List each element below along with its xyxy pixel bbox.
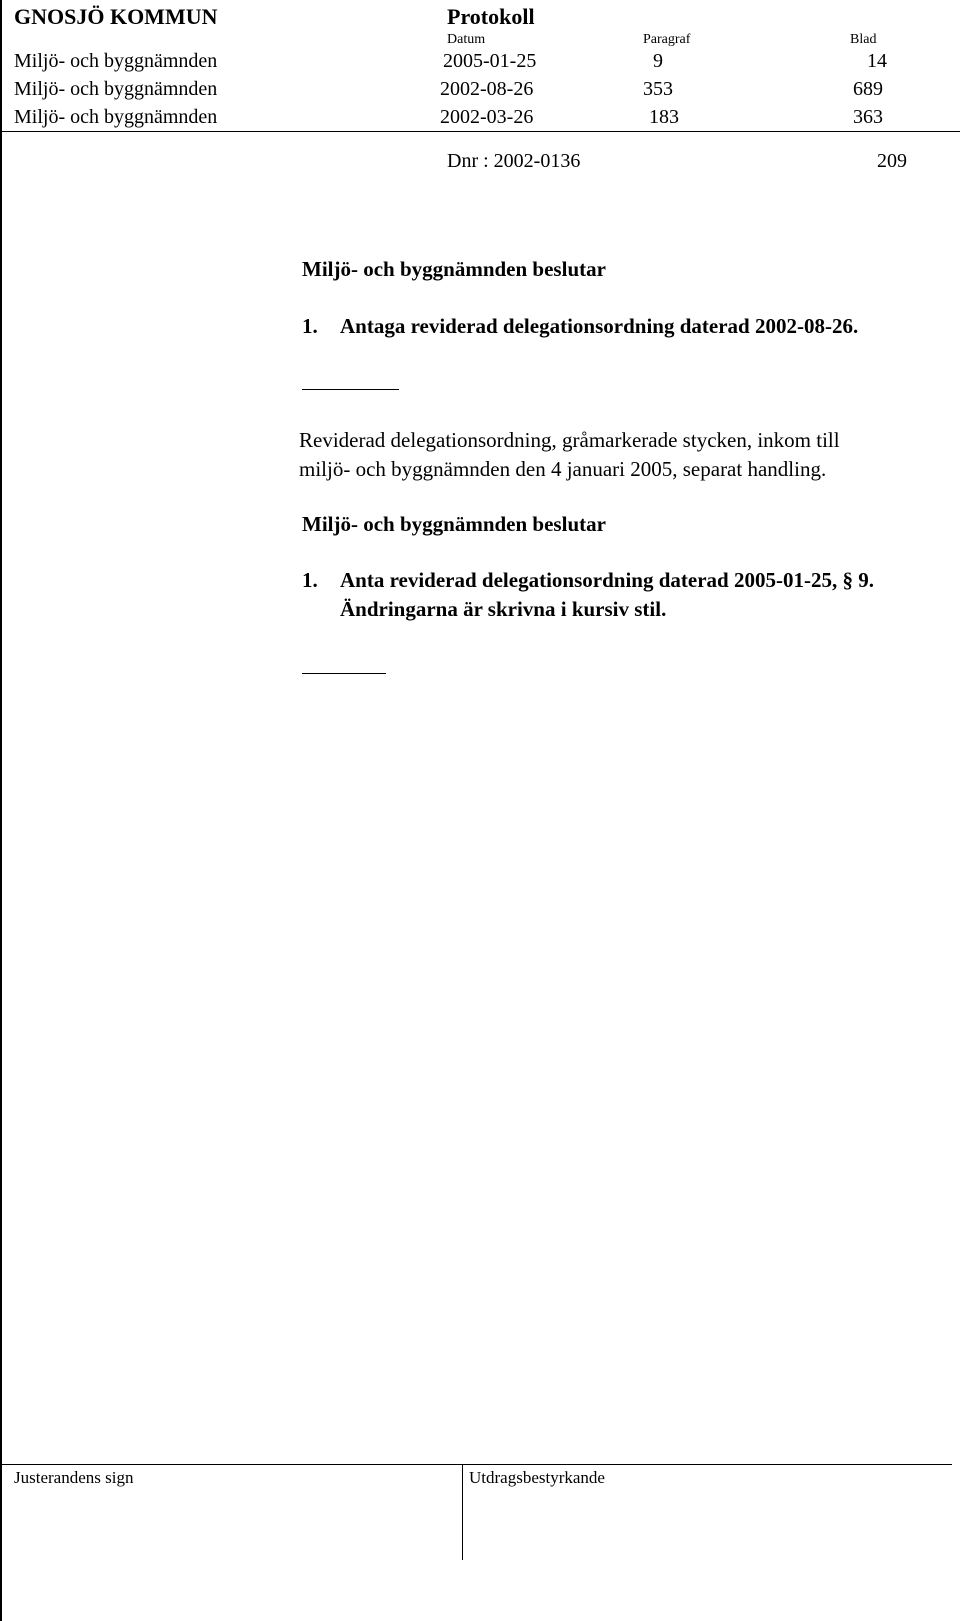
- row-body: Miljö- och byggnämnden: [14, 106, 218, 128]
- footer-signature-label: Justerandens sign: [14, 1468, 134, 1487]
- left-margin-rule: [0, 0, 2, 1621]
- footer-certification-label: Utdragsbestyrkande: [469, 1468, 605, 1487]
- row-page: 363: [853, 106, 883, 128]
- section1-heading: Miljö- och byggnämnden beslutar: [302, 257, 606, 281]
- row-body: Miljö- och byggnämnden: [14, 78, 218, 100]
- dnr-number: 209: [877, 150, 907, 172]
- section2-decision-number: 1.: [302, 568, 318, 592]
- section1-decision-number: 1.: [302, 314, 318, 338]
- document-type: Protokoll: [447, 4, 535, 29]
- section2-decision-line1: Anta reviderad delegationsordning daterad 2005-01-25, § 9.: [340, 568, 874, 592]
- row-body: Miljö- och byggnämnden: [14, 50, 218, 72]
- section2-intro-line1: Reviderad delegationsordning, gråmarkerade stycken, inkom till: [299, 428, 840, 452]
- footer-divider: [0, 1464, 952, 1465]
- organization-name: GNOSJÖ KOMMUN: [14, 4, 218, 29]
- section2-heading: Miljö- och byggnämnden beslutar: [302, 512, 606, 536]
- row-paragraph: 183: [649, 106, 679, 128]
- header-divider: [0, 131, 960, 132]
- separator-line: [302, 389, 399, 390]
- section1-decision-text: Antaga reviderad delegationsordning daterad 2002-08-26.: [340, 314, 859, 338]
- section2-intro-line2: miljö- och byggnämnden den 4 januari 2005, separat handling.: [299, 457, 827, 481]
- row-page: 14: [867, 50, 887, 72]
- row-page: 689: [853, 78, 883, 100]
- column-header-paragraph: Paragraf: [643, 32, 691, 47]
- footer-column-divider: [462, 1464, 463, 1560]
- row-paragraph: 9: [653, 50, 663, 72]
- column-header-date: Datum: [447, 32, 486, 47]
- separator-line: [302, 673, 386, 674]
- row-date: 2002-08-26: [440, 78, 534, 100]
- row-paragraph: 353: [643, 78, 673, 100]
- row-date: 2005-01-25: [443, 50, 537, 72]
- column-header-page: Blad: [850, 32, 877, 47]
- dnr-label: Dnr : 2002-0136: [447, 150, 581, 172]
- row-date: 2002-03-26: [440, 106, 534, 128]
- section2-decision-line2: Ändringarna är skrivna i kursiv stil.: [340, 597, 667, 621]
